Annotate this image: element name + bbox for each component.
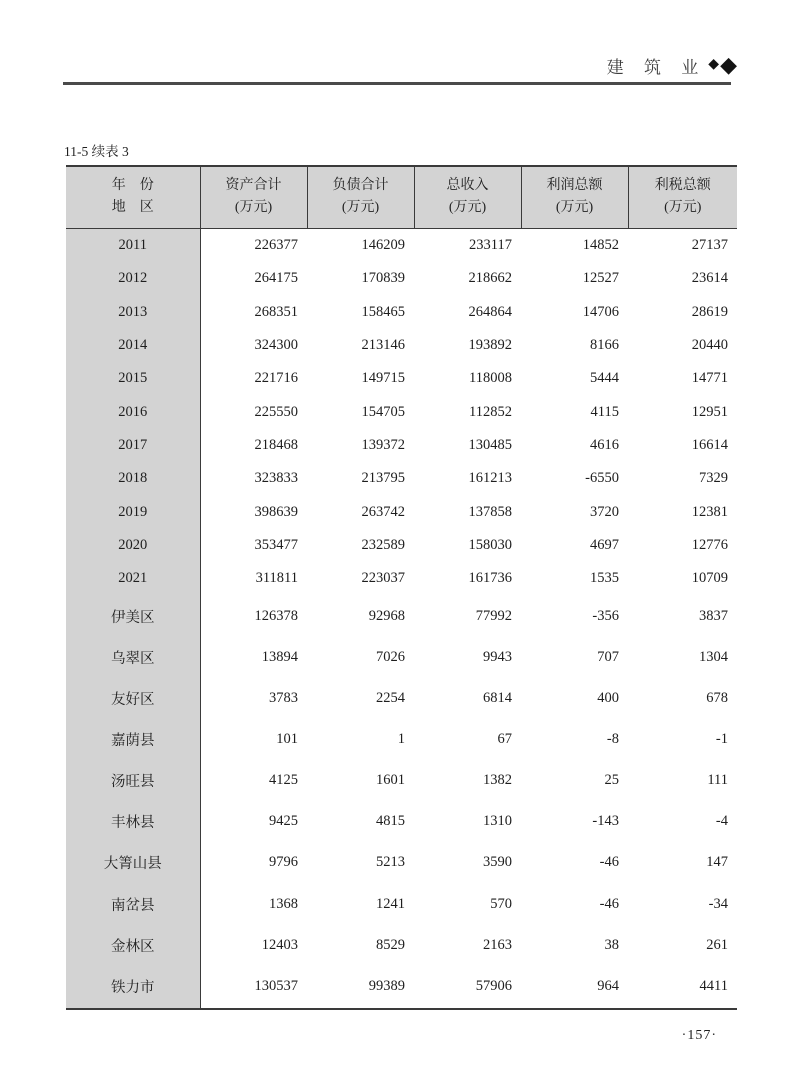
table-row bbox=[66, 329, 737, 362]
total-assets-cell: 12403 bbox=[261, 936, 298, 953]
total-profit-cell: -6550 bbox=[585, 470, 619, 487]
table-row bbox=[66, 884, 737, 925]
total-revenue-cell: 77992 bbox=[475, 607, 512, 624]
total-assets-cell: 264175 bbox=[254, 270, 298, 287]
column-header-line2: 地 区 bbox=[111, 200, 154, 216]
total-profit-tax-cell: 1304 bbox=[699, 648, 728, 665]
table-row bbox=[66, 966, 737, 1009]
masthead-rule bbox=[63, 82, 731, 85]
total-profit-tax-cell: 147 bbox=[706, 854, 728, 871]
table-row bbox=[66, 760, 737, 801]
total-revenue-cell: 57906 bbox=[475, 978, 512, 995]
column-header-year-region bbox=[66, 166, 200, 228]
total-assets-cell: 323833 bbox=[254, 470, 298, 487]
total-assets-cell: 101 bbox=[276, 730, 298, 747]
row-label-cell: 2014 bbox=[66, 329, 200, 362]
total-profit-tax-cell: 20440 bbox=[691, 337, 728, 354]
row-label-cell: 乌翠区 bbox=[66, 637, 200, 678]
total-assets-cell: 4125 bbox=[269, 772, 298, 789]
table-row bbox=[66, 462, 737, 495]
row-label-cell: 南岔县 bbox=[66, 884, 200, 925]
total-liabilities-cell: 1601 bbox=[376, 772, 405, 789]
column-header-line2: (万元) bbox=[555, 200, 594, 216]
row-label-cell: 2018 bbox=[66, 462, 200, 495]
column-header-line1: 负债合计 bbox=[332, 177, 389, 193]
total-profit-tax-cell: -4 bbox=[715, 813, 728, 830]
total-revenue-cell: 6814 bbox=[483, 689, 512, 706]
column-header-line2: (万元) bbox=[341, 200, 380, 216]
row-label-cell: 大箐山县 bbox=[66, 842, 200, 883]
row-label-cell: 2011 bbox=[66, 228, 200, 262]
column-header-total-revenue bbox=[414, 166, 521, 228]
total-liabilities-cell: 263742 bbox=[361, 503, 405, 520]
column-header-line1: 利税总额 bbox=[654, 177, 711, 193]
total-profit-cell: -356 bbox=[592, 607, 619, 624]
total-profit-tax-cell: 10709 bbox=[691, 570, 728, 587]
row-label-cell: 2020 bbox=[66, 529, 200, 562]
row-label-cell: 丰林县 bbox=[66, 801, 200, 842]
total-liabilities-cell: 149715 bbox=[361, 370, 405, 387]
total-revenue-cell: 67 bbox=[497, 730, 512, 747]
statistics-table bbox=[66, 165, 737, 1010]
total-revenue-cell: 161213 bbox=[468, 470, 512, 487]
total-profit-cell: 8166 bbox=[590, 337, 619, 354]
table-row bbox=[66, 396, 737, 429]
total-profit-tax-cell: -1 bbox=[715, 730, 728, 747]
row-label-cell: 2019 bbox=[66, 495, 200, 528]
total-assets-cell: 9425 bbox=[269, 813, 298, 830]
total-profit-tax-cell: 14771 bbox=[691, 370, 728, 387]
total-liabilities-cell: 139372 bbox=[361, 437, 405, 454]
total-profit-tax-cell: 27137 bbox=[691, 236, 728, 253]
total-profit-cell: 14706 bbox=[582, 303, 619, 320]
total-revenue-cell: 570 bbox=[490, 895, 512, 912]
total-assets-cell: 126378 bbox=[254, 607, 298, 624]
total-liabilities-cell: 154705 bbox=[361, 403, 405, 420]
total-assets-cell: 226377 bbox=[254, 236, 298, 253]
total-revenue-cell: 3590 bbox=[483, 854, 512, 871]
table-row bbox=[66, 562, 737, 595]
total-profit-tax-cell: 261 bbox=[706, 936, 728, 953]
total-assets-cell: 225550 bbox=[254, 403, 298, 420]
total-profit-cell: 12527 bbox=[582, 270, 619, 287]
total-profit-tax-cell: 7329 bbox=[699, 470, 728, 487]
row-label-cell: 铁力市 bbox=[66, 966, 200, 1009]
table-row bbox=[66, 678, 737, 719]
total-liabilities-cell: 232589 bbox=[361, 536, 405, 553]
total-liabilities-cell: 170839 bbox=[361, 270, 405, 287]
table-row bbox=[66, 262, 737, 295]
table-row bbox=[66, 529, 737, 562]
masthead bbox=[63, 50, 737, 80]
total-assets-cell: 130537 bbox=[254, 978, 298, 995]
total-liabilities-cell: 99389 bbox=[368, 978, 405, 995]
row-label-cell: 汤旺县 bbox=[66, 760, 200, 801]
total-profit-cell: 707 bbox=[597, 648, 619, 665]
row-label-cell: 2013 bbox=[66, 296, 200, 329]
total-liabilities-cell: 158465 bbox=[361, 303, 405, 320]
total-revenue-cell: 218662 bbox=[468, 270, 512, 287]
total-profit-tax-cell: 23614 bbox=[691, 270, 728, 287]
total-profit-tax-cell: 678 bbox=[706, 689, 728, 706]
table-row bbox=[66, 842, 737, 883]
column-header-total-profit-tax bbox=[628, 166, 737, 228]
column-header-line2: (万元) bbox=[234, 200, 273, 216]
row-label-cell: 嘉荫县 bbox=[66, 719, 200, 760]
total-assets-cell: 218468 bbox=[254, 437, 298, 454]
total-revenue-cell: 137858 bbox=[468, 503, 512, 520]
total-liabilities-cell: 5213 bbox=[376, 854, 405, 871]
total-liabilities-cell: 146209 bbox=[361, 236, 405, 253]
total-revenue-cell: 193892 bbox=[468, 337, 512, 354]
total-profit-cell: 4616 bbox=[590, 437, 619, 454]
total-liabilities-cell: 92968 bbox=[368, 607, 405, 624]
total-assets-cell: 221716 bbox=[254, 370, 298, 387]
total-profit-cell: 4115 bbox=[590, 403, 619, 420]
table-row bbox=[66, 925, 737, 966]
total-profit-tax-cell: 111 bbox=[707, 772, 728, 789]
total-liabilities-cell: 213795 bbox=[361, 470, 405, 487]
total-liabilities-cell: 223037 bbox=[361, 570, 405, 587]
total-liabilities-cell: 4815 bbox=[376, 813, 405, 830]
total-profit-cell: 964 bbox=[597, 978, 619, 995]
diamond-small-icon: ◆ bbox=[708, 57, 720, 72]
total-revenue-cell: 264864 bbox=[468, 303, 512, 320]
total-liabilities-cell: 1241 bbox=[376, 895, 405, 912]
row-label-cell: 金林区 bbox=[66, 925, 200, 966]
total-profit-cell: 38 bbox=[604, 936, 619, 953]
column-header-line1: 资产合计 bbox=[225, 177, 282, 193]
diamond-large-icon: ◆ bbox=[720, 52, 737, 77]
table-row bbox=[66, 495, 737, 528]
total-revenue-cell: 158030 bbox=[468, 536, 512, 553]
table-body bbox=[66, 228, 737, 1009]
column-header-total-liabilities bbox=[307, 166, 414, 228]
total-assets-cell: 398639 bbox=[254, 503, 298, 520]
column-header-total-profit bbox=[521, 166, 628, 228]
total-revenue-cell: 118008 bbox=[469, 370, 512, 387]
table-row bbox=[66, 637, 737, 678]
total-revenue-cell: 9943 bbox=[483, 648, 512, 665]
row-label-cell: 2017 bbox=[66, 429, 200, 462]
total-liabilities-cell: 2254 bbox=[376, 689, 405, 706]
total-liabilities-cell: 7026 bbox=[376, 648, 405, 665]
header-row bbox=[66, 166, 737, 228]
total-profit-cell: 4697 bbox=[590, 536, 619, 553]
row-label-cell: 2016 bbox=[66, 396, 200, 429]
page-number: ·157· bbox=[681, 1028, 717, 1043]
total-profit-cell: -8 bbox=[606, 730, 619, 747]
total-assets-cell: 353477 bbox=[254, 536, 298, 553]
total-profit-tax-cell: -34 bbox=[708, 895, 728, 912]
total-revenue-cell: 2163 bbox=[483, 936, 512, 953]
total-revenue-cell: 161736 bbox=[468, 570, 512, 587]
table-caption: 11-5 续表 3 bbox=[64, 144, 129, 159]
row-label-cell: 2015 bbox=[66, 362, 200, 395]
table-row bbox=[66, 719, 737, 760]
table-row bbox=[66, 228, 737, 262]
total-revenue-cell: 1310 bbox=[483, 813, 512, 830]
table-header bbox=[66, 166, 737, 228]
total-revenue-cell: 130485 bbox=[468, 437, 512, 454]
total-profit-tax-cell: 3837 bbox=[699, 607, 728, 624]
row-label-cell: 2021 bbox=[66, 562, 200, 595]
table-row bbox=[66, 595, 737, 636]
total-profit-tax-cell: 12776 bbox=[691, 536, 728, 553]
chapter-title: 建 筑 业 bbox=[606, 57, 707, 77]
total-revenue-cell: 112852 bbox=[469, 403, 512, 420]
row-label-cell: 2012 bbox=[66, 262, 200, 295]
row-label-cell: 伊美区 bbox=[66, 595, 200, 636]
total-profit-cell: 400 bbox=[597, 689, 619, 706]
column-header-line1: 利润总额 bbox=[546, 177, 603, 193]
total-profit-cell: 3720 bbox=[590, 503, 619, 520]
table-row bbox=[66, 801, 737, 842]
table-row bbox=[66, 296, 737, 329]
column-header-line2: (万元) bbox=[448, 200, 487, 216]
total-assets-cell: 268351 bbox=[254, 303, 298, 320]
total-profit-tax-cell: 12381 bbox=[691, 503, 728, 520]
total-profit-tax-cell: 12951 bbox=[691, 403, 728, 420]
total-profit-cell: 5444 bbox=[590, 370, 619, 387]
row-label-cell: 友好区 bbox=[66, 678, 200, 719]
column-header-total-assets bbox=[200, 166, 307, 228]
column-header-line1: 总收入 bbox=[446, 177, 489, 193]
table-row bbox=[66, 429, 737, 462]
total-profit-cell: 25 bbox=[604, 772, 619, 789]
table-row bbox=[66, 362, 737, 395]
total-profit-cell: -46 bbox=[599, 854, 619, 871]
total-assets-cell: 324300 bbox=[254, 337, 298, 354]
total-profit-cell: 1535 bbox=[590, 570, 619, 587]
total-assets-cell: 13894 bbox=[261, 648, 298, 665]
column-header-line1: 年 份 bbox=[111, 177, 154, 193]
total-assets-cell: 9796 bbox=[269, 854, 298, 871]
total-profit-tax-cell: 4411 bbox=[699, 978, 728, 995]
total-profit-tax-cell: 28619 bbox=[691, 303, 728, 320]
total-revenue-cell: 233117 bbox=[469, 236, 512, 253]
total-liabilities-cell: 8529 bbox=[376, 936, 405, 953]
total-liabilities-cell: 213146 bbox=[361, 337, 405, 354]
total-assets-cell: 311811 bbox=[255, 570, 298, 587]
total-liabilities-cell: 1 bbox=[397, 730, 405, 747]
total-profit-cell: 14852 bbox=[582, 236, 619, 253]
total-assets-cell: 1368 bbox=[269, 895, 298, 912]
total-profit-cell: -143 bbox=[592, 813, 619, 830]
column-header-line2: (万元) bbox=[664, 200, 702, 216]
total-assets-cell: 3783 bbox=[269, 689, 298, 706]
total-profit-cell: -46 bbox=[599, 895, 619, 912]
total-profit-tax-cell: 16614 bbox=[691, 437, 728, 454]
total-revenue-cell: 1382 bbox=[483, 772, 512, 789]
